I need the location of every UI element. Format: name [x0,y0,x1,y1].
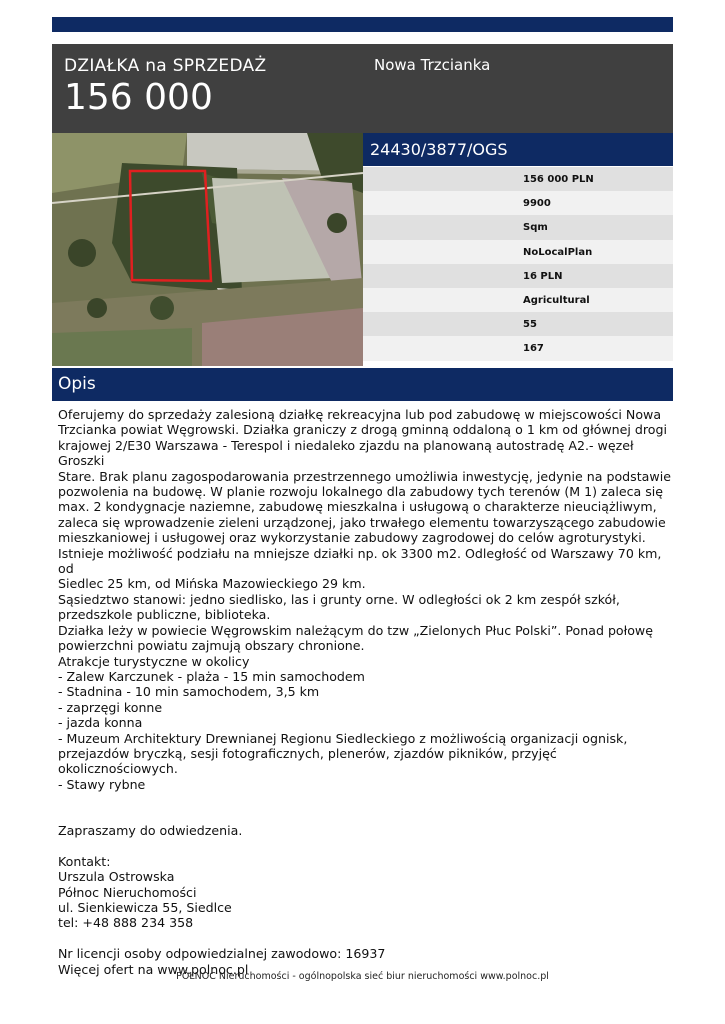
description-text: Oferujemy do sprzedaży zalesioną działkę rekreacyjna lub pod zabudowę w miejscowości Nowa Trzcianka powiat Węgrowski. Działka graniczy z drogą gminną oddaloną o 1 km od głównej drogi krajowej 2/E30 Warszawa - Terespol i niedaleko zjazdu na planowaną autostradę A2.- węzeł Groszki Stare. Brak planu zagospodarowania przestrzennego umożliwia inwestycję, jedynie na podstawie pozwolenia na budowę. W planie rozwoju lokalnego dla zabudowy tych terenów (M 1) zaleca się max. 2 kondygnacje naziemne, zabudowę mieszkalna i usługową o charakterze nieuciążliwym, zaleca się wprowadzenie zieleni urządzonej, jako trwałego elementu towarzyszącego zabudowie mieszkaniowej i usługowej oraz wykorzystanie zabudowy zagrodowej do celów agroturystyki. Istnieje możliwość podziału na mniejsze działki np. ok 3300 m2. Odległość od Warszawy 70 km, od Siedlec 25 km, od Mińska Mazowieckiego 29 km. Sąsiedztwo stanowi: jedno siedlisko, las i grunty orne. W odległości ok 2 km zespół szkół, przedszkole publiczne, biblioteka. Działka leży w powiecie Węgrowskim należącym do tzw „Zielonych Płuc Polski”. Ponad połowę powierzchni powiatu zajmują obszary chronione. Atrakcje turystyczne w okolicy - Zalew Karczunek - plaża - 15 min samochodem - Stadnina - 10 min samochodem, 3,5 km - zaprzęgi konne - jazda konna - Muzeum Architektury Drewnianej Regionu Siedleckiego z możliwością organizacji ognisk, przejazdów bryczką, sesji fotograficznych, plenerów, zjazdów pikników, przyjęć okolicznościowych. - Stawy rybne Zapraszamy do odwiedzenia. Kontakt: Urszula Ostrowska Północ Nieruchomości ul. Sienkiewicza 55, Siedlce tel: +48 888 234 358 Nr licencji osoby odpowiedzialnej zawodowo: 16937 Więcej ofert na www.polnoc.pl [58,407,671,977]
attribute-row-price [363,167,673,191]
attribute-row-length [363,336,673,360]
attribute-row-unit [363,215,673,239]
offer-location: Nowa Trzcianka [374,56,491,74]
offer-reference: 24430/3877/OGS [370,140,508,159]
offer-price: 156 000 [64,77,213,118]
attribute-value: Agricultural [523,294,590,306]
aerial-plot-photo [52,133,363,366]
attribute-value: 16 PLN [523,270,563,282]
attribute-table [363,167,673,361]
offer-type: DZIAŁKA na SPRZEDAŻ [64,56,267,76]
attribute-value: 156 000 PLN [523,174,594,185]
attribute-value: NoLocalPlan [523,246,593,258]
attribute-row-price-per-unit [363,264,673,288]
attribute-value: Sqm [523,222,548,234]
reference-bar [363,133,673,166]
description-heading-bar [52,368,673,401]
attribute-row-local-plan [363,240,673,264]
attribute-row-area [363,191,673,215]
attribute-value: 167 [523,343,544,355]
attribute-row-width [363,312,673,336]
attribute-row-land-type [363,288,673,312]
attribute-value: 9900 [523,198,551,210]
attribute-value: 55 [523,319,537,331]
page-footer: PÓŁNOC Nieruchomości - ogólnopolska sieć biur nieruchomości www.polnoc.pl [176,971,549,982]
top-accent-bar [52,17,673,32]
offer-header [52,44,673,133]
description-heading: Opis [58,374,96,394]
